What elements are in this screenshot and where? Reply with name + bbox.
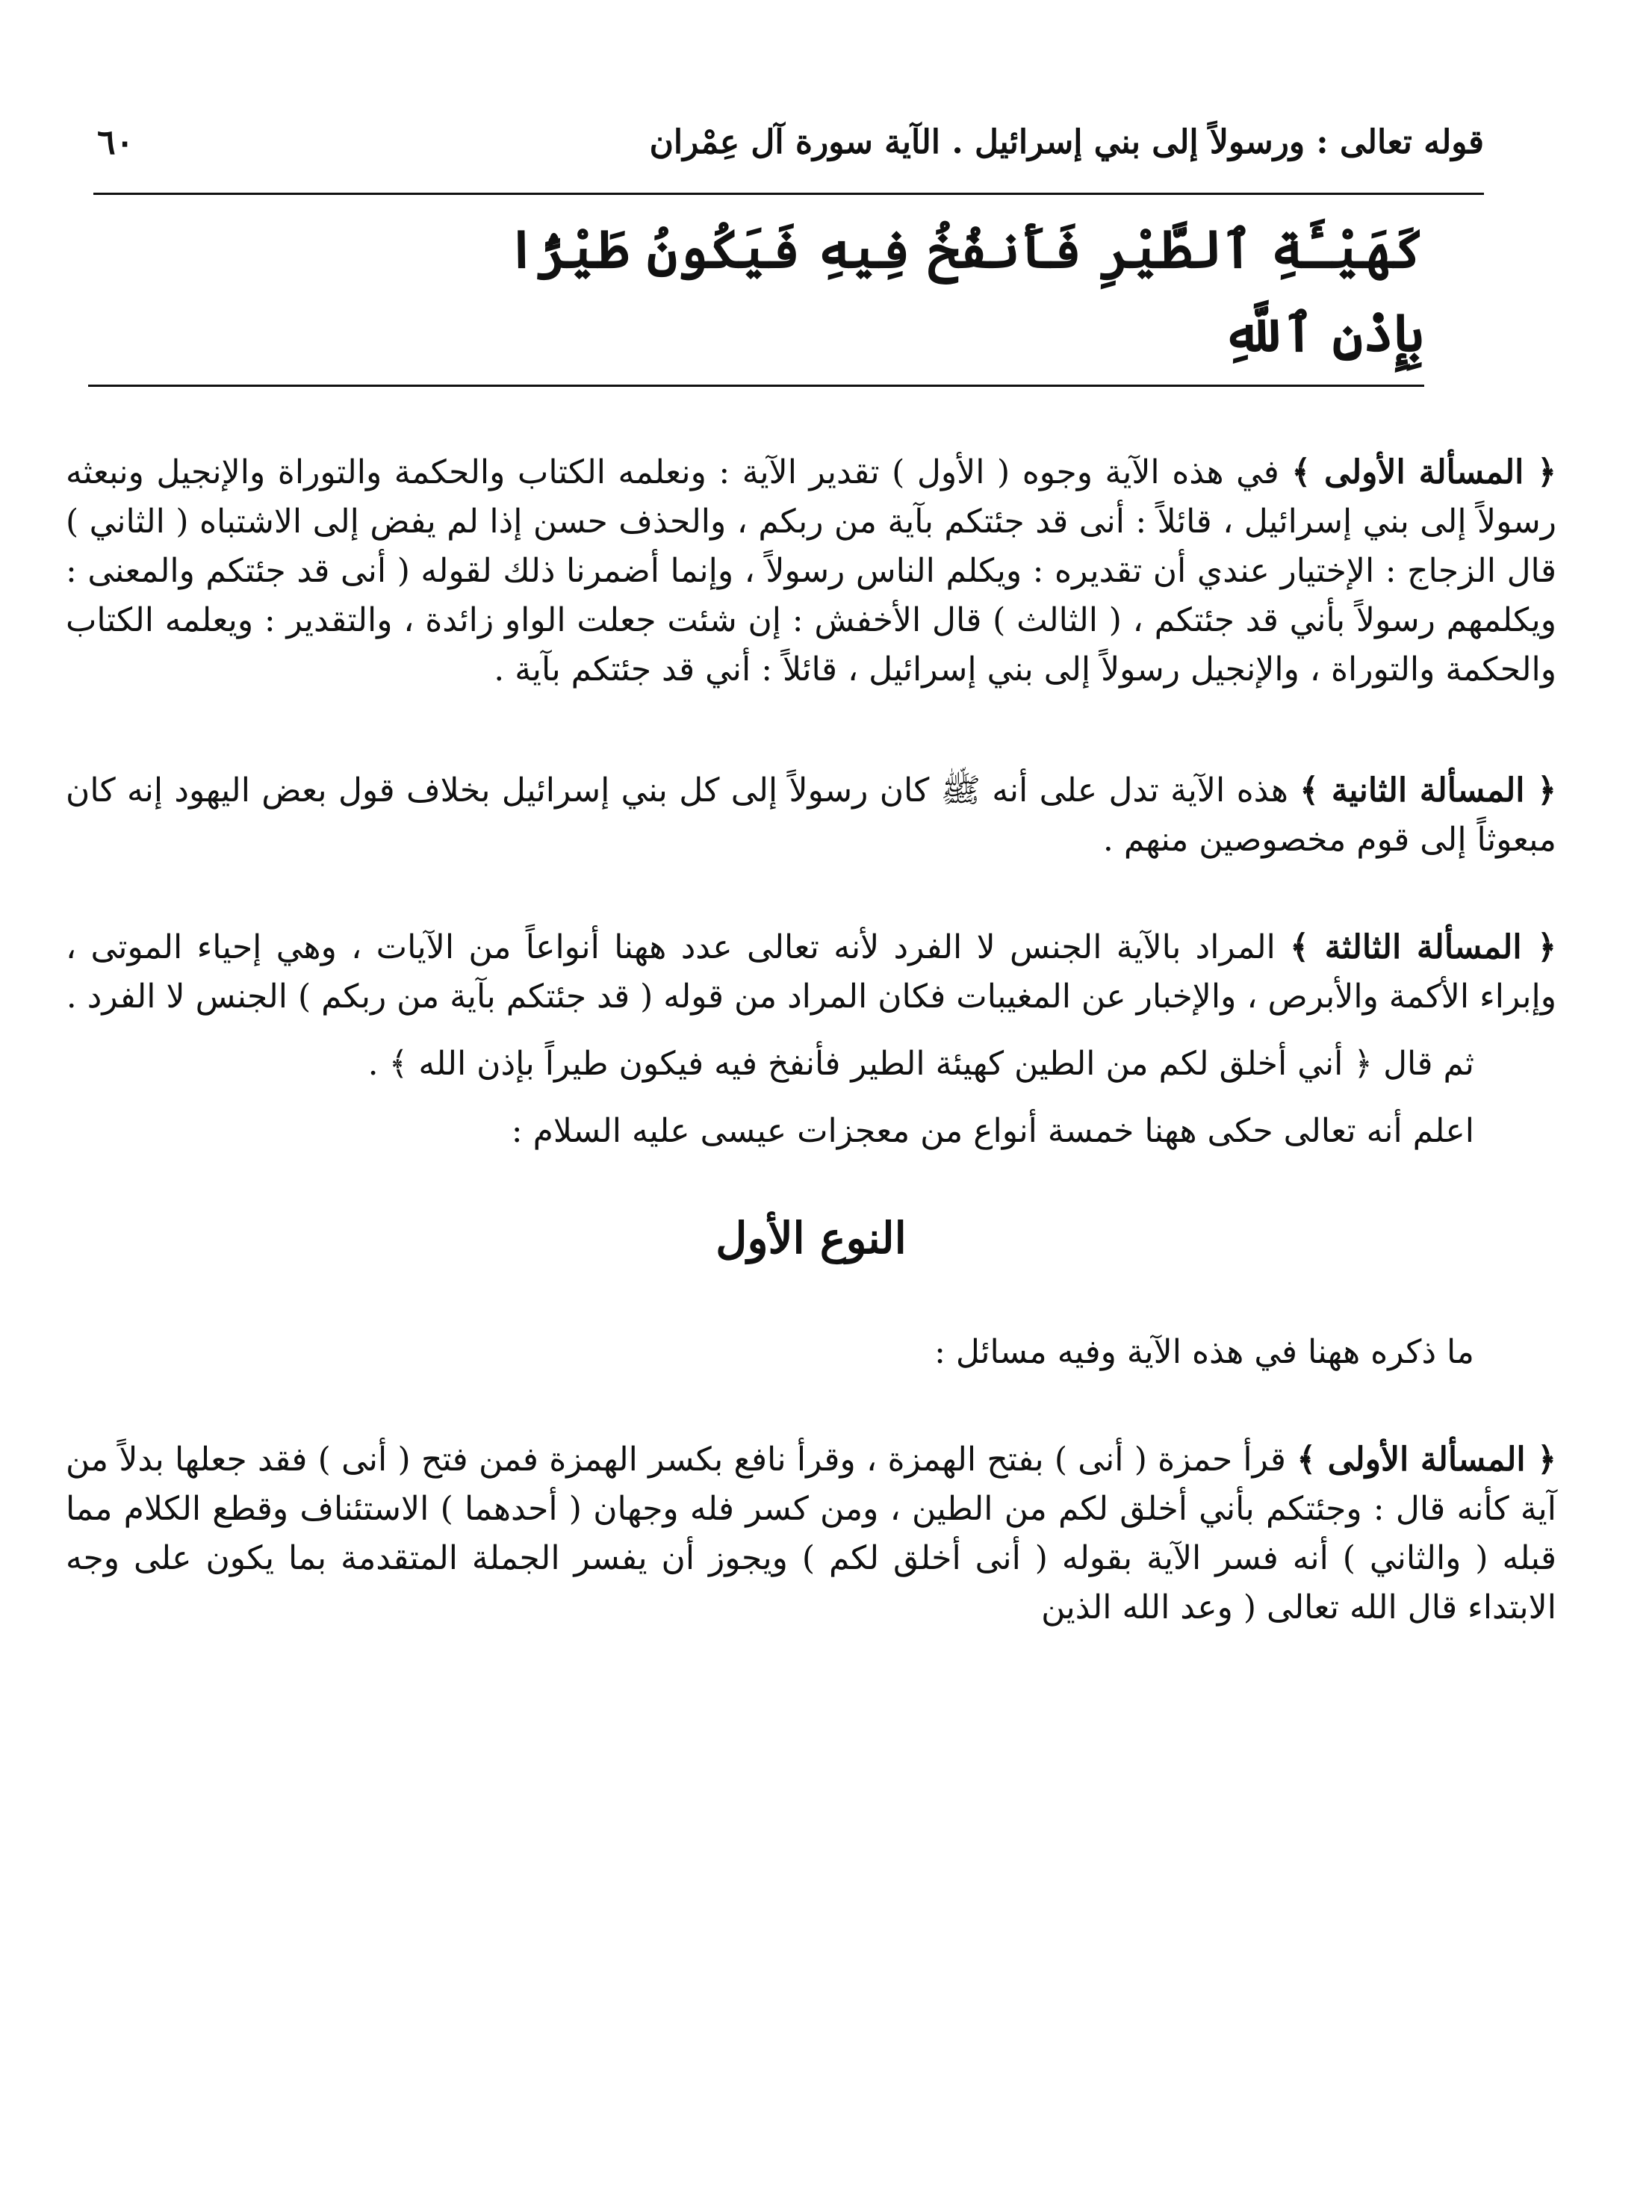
section-title: النوع الأول xyxy=(715,1213,907,1264)
paragraph-heading: ﴿ المسألة الثانية ﴾ xyxy=(1299,771,1556,810)
paragraph-heading: ﴿ المسألة الأولى ﴾ xyxy=(1297,1441,1556,1479)
paragraph-section-intro xyxy=(66,1328,1556,1377)
paragraph-quote xyxy=(66,1040,1556,1089)
paragraph-text: المراد بالآية الجنس لا الفرد لأنه تعالى عدد ههنا أنواعاً من الآيات ، وهي إحياء الموتى ، وإبراء الأكمة والأبرص ، والإخبار عن المغيبات فكان المراد من قوله ( قد جئتكم بآية من ربكم ) الجنس لا الفرد . xyxy=(66,928,1556,1016)
body-text xyxy=(66,448,1556,1632)
running-header xyxy=(97,112,1484,172)
paragraph-text: قرأ حمزة ( أنى ) بفتح الهمزة ، وقرأ نافع بكسر الهمزة فمن فتح ( أنى ) فقد جعلها بدلاً من آية كأنه قال : وجئتكم بأني أخلق لكم من الطين ، ومن كسر فله وجهان ( أحدهما ) الاستئناف وقطع الكلام مما قبله ( والثاني ) أنه فسر الآية بقوله ( أنى أخلق لكم ) ويجوز أن يفسر الجملة المتقدمة بما يكون على وجه الابتداء قال الله تعالى ( وعد الله الذين xyxy=(66,1441,1556,1627)
spacer xyxy=(66,695,1556,766)
page-number: ٦٠ xyxy=(97,122,134,162)
paragraph-heading: ﴿ المسألة الثالثة ﴾ xyxy=(1290,928,1557,966)
paragraph-text: ما ذكره ههنا في هذه الآية وفيه مسائل : xyxy=(934,1333,1474,1371)
paragraph-text: في هذه الآية وجوه ( الأول ) تقدير الآية : ونعلمه الكتاب والحكمة والتوراة والإنجيل ونبعثه رسولاً إلى بني إسرائيل ، قائلاً : أنى قد جئتكم بآية من ربكم ، والحذف حسن إذا لم يفض إلى الاشتباه ( الثاني ) قال الزجاج : الإختيار عندي أن تقديره : ويكلم الناس رسولاً ، وإنما أضمرنا ذلك لقوله ( أنى قد جئتكم والمعنى : ويكلمهم رسولاً بأني قد جئتكم ، ( الثالث ) قال الأخفش : إن شئت جعلت الواو زائدة ، والتقدير : ويعلمه الكتاب والحكمة والتوراة ، والإنجيل رسولاً إلى بني إسرائيل ، قائلاً : أني قد جئتكم بآية . xyxy=(66,453,1556,689)
header-title: قوله تعالى : ورسولاً إلى بني إسرائيل . الآية سورة آل عِمْران xyxy=(649,122,1484,161)
paragraph-text: اعلم أنه تعالى حكى ههنا خمسة أنواع من معجزات عيسى عليه السلام : xyxy=(511,1112,1474,1150)
spacer xyxy=(66,1377,1556,1435)
spacer xyxy=(66,865,1556,923)
quran-verse: كَهَيْـَٔةِ ٱلطَّيْرِ فَأَنفُخُ فِيهِ فَيَكُونُ طَيْرًۢا بِإِذْنِ ٱللَّهِ xyxy=(506,218,1424,364)
spacer xyxy=(66,1022,1556,1040)
header-rule xyxy=(93,193,1484,195)
paragraph-mas-ala-3 xyxy=(66,923,1556,1022)
paragraph-text: هذه الآية تدل على أنه ﷺ كان رسولاً إلى كل بني إسرائيل بخلاف قول بعض اليهود إنه كان مبعوثاً إلى قوم مخصوصين منهم . xyxy=(66,771,1556,859)
paragraph-intro xyxy=(66,1107,1556,1156)
verse-rule xyxy=(88,385,1424,387)
paragraph-mas-ala-2 xyxy=(66,766,1556,865)
paragraph-section-mas-ala-1 xyxy=(66,1435,1556,1632)
paragraph-heading: ﴿ المسألة الأولى ﴾ xyxy=(1291,453,1556,491)
spacer xyxy=(66,1089,1556,1107)
paragraph-text: ثم قال ﴿ أني أخلق لكم من الطين كهيئة الطير فأنفخ فيه فيكون طيراً بإذن الله ﴾ . xyxy=(367,1045,1474,1083)
paragraph-mas-ala-1 xyxy=(66,448,1556,695)
